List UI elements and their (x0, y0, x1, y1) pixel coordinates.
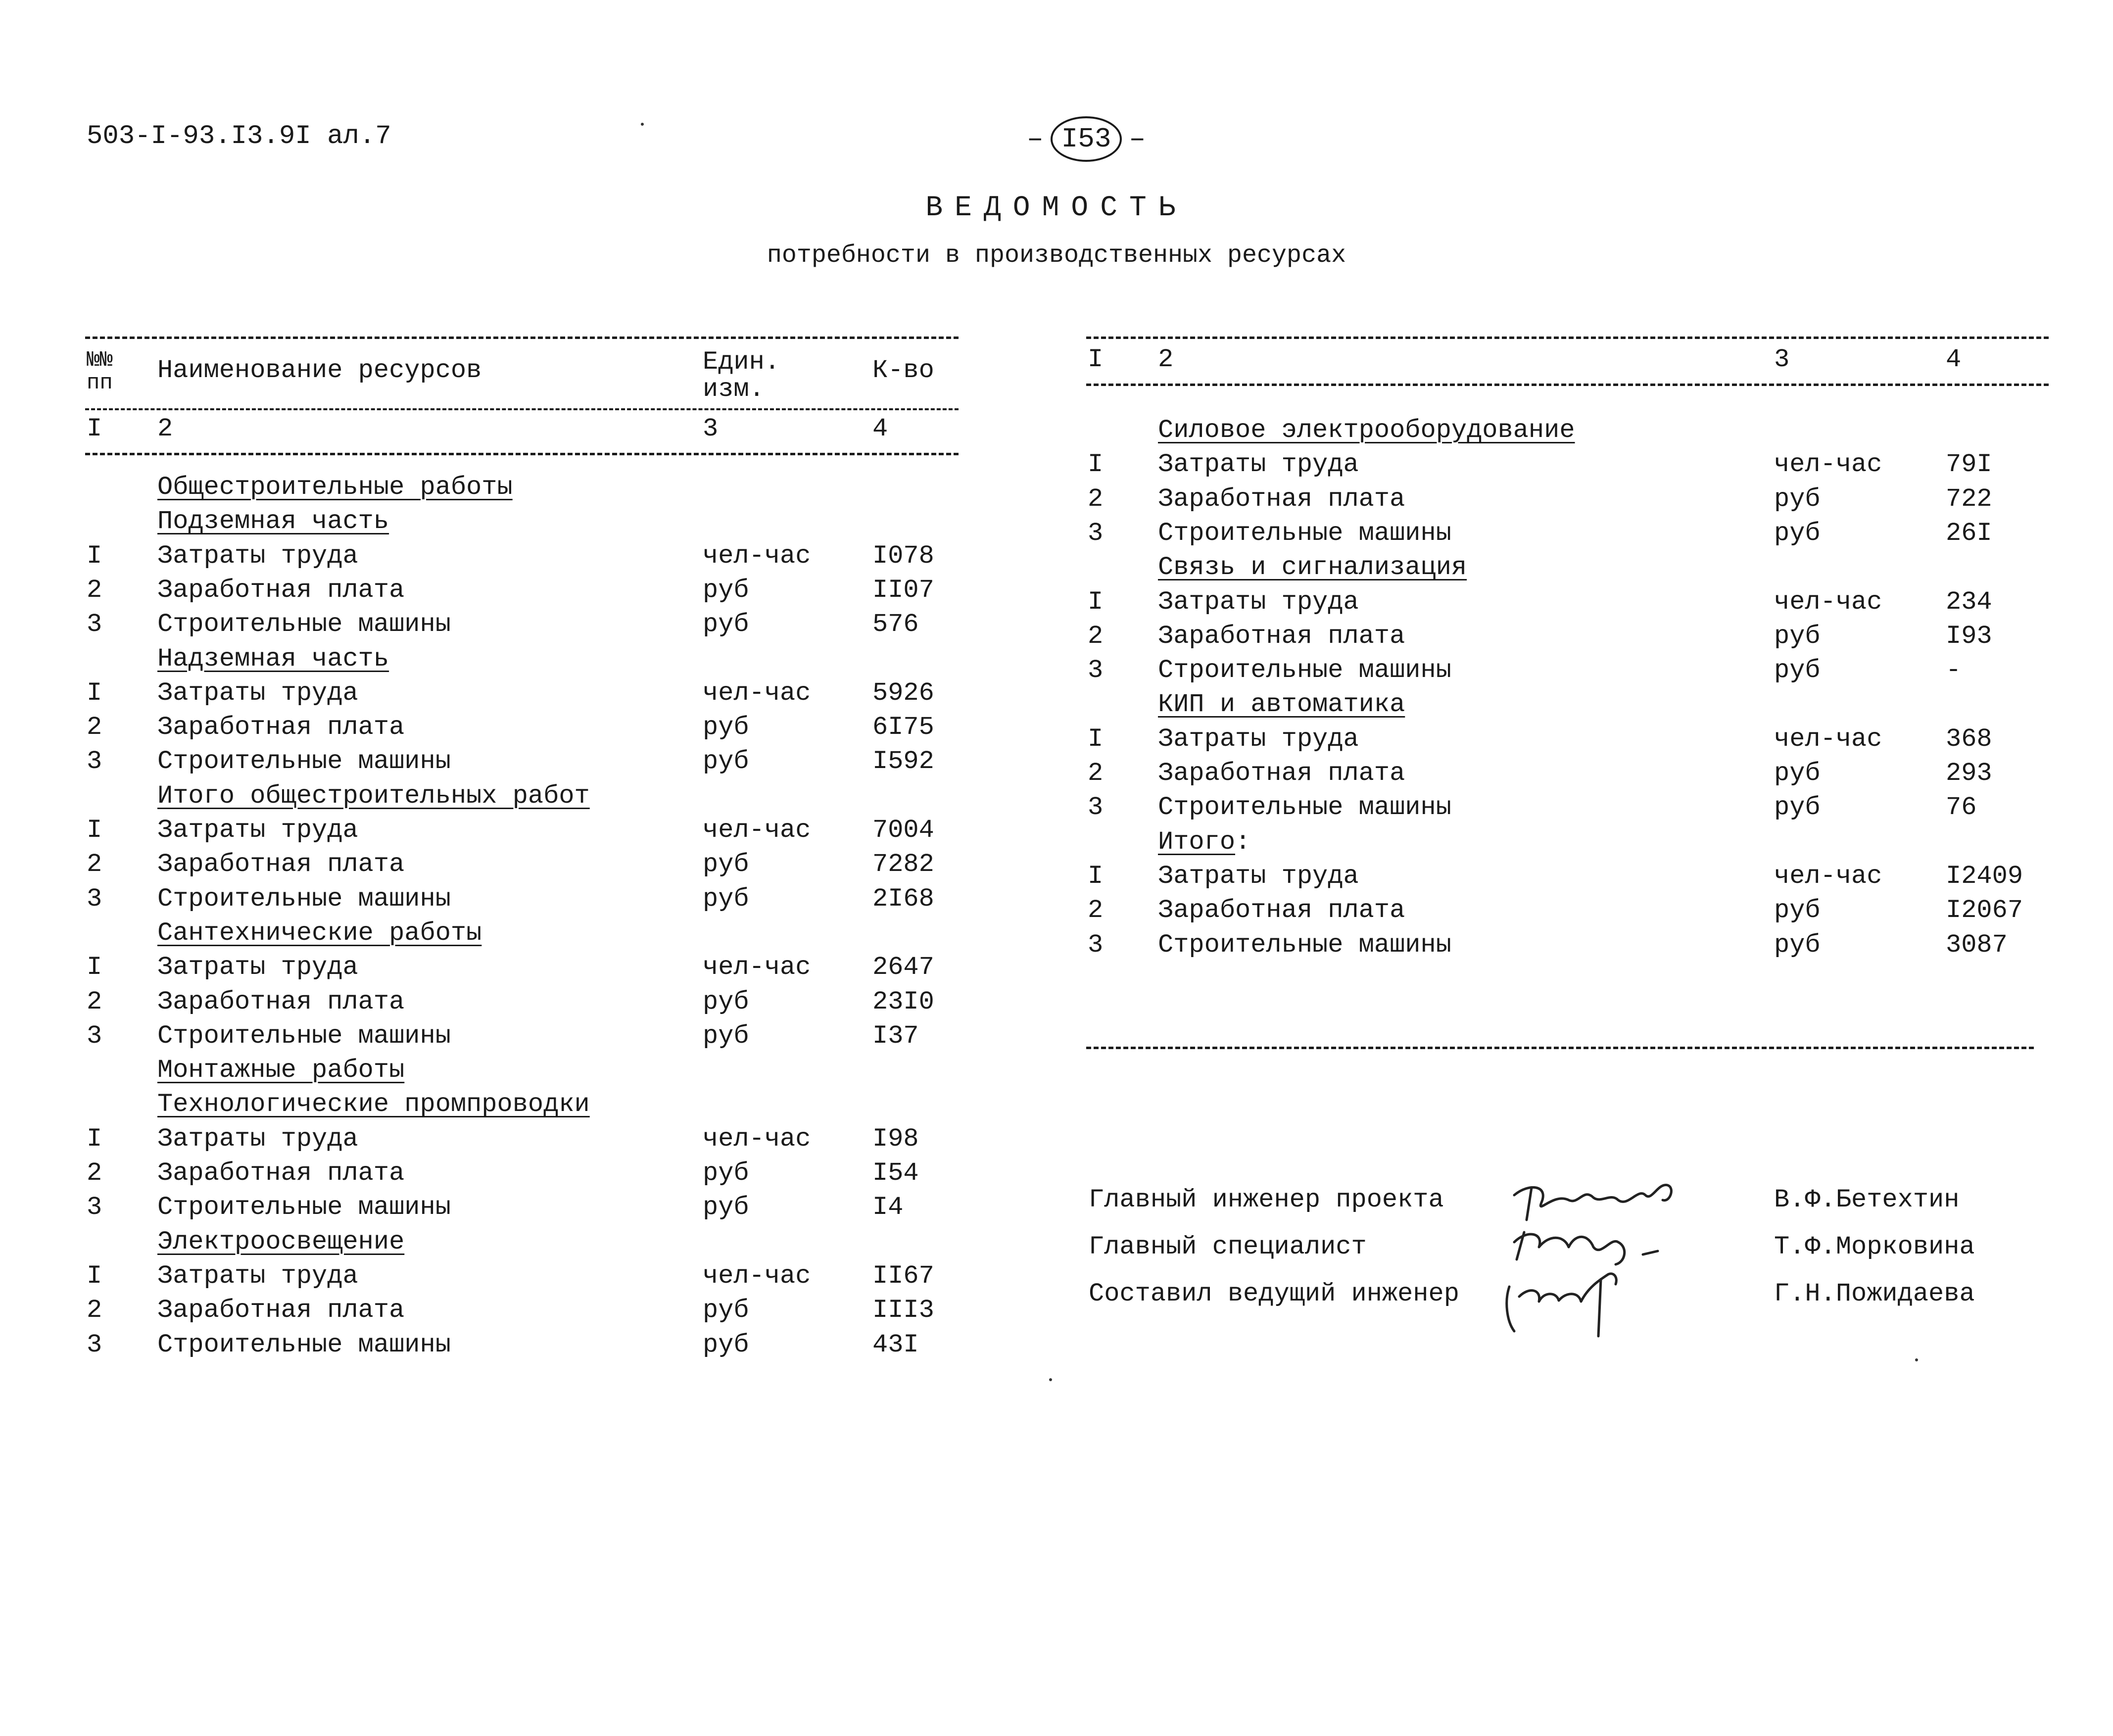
page-subtitle: потребности в производственных ресурсах (767, 241, 1346, 270)
section-heading (0, 416, 2113, 450)
table-row (0, 862, 2113, 896)
signatory-name: Г.Н.Пожидаева (1774, 1279, 1975, 1308)
section-title: Силовое электрооборудование (1158, 416, 1575, 445)
unit-of-measure: руб (1774, 484, 1821, 514)
resource-name: Строительные машины (1158, 793, 1451, 822)
row-number: 2 (1088, 621, 1104, 651)
quantity: I4 (872, 1193, 904, 1222)
quantity: 3087 (1946, 930, 2008, 960)
resource-name: Затраты труда (1158, 724, 1359, 754)
section-title: Связь и сигнализация (1158, 553, 1467, 582)
table-row (0, 1021, 2113, 1056)
page-number: – I53 – (1027, 116, 1146, 162)
table-rule (85, 408, 959, 410)
section-title: Технологические промпроводки (157, 1090, 590, 1119)
column-index-3: 3 (1774, 345, 1790, 374)
quantity: 2647 (872, 953, 934, 982)
signatory-name: В.Ф.Бетехтин (1774, 1185, 1960, 1214)
resource-name: Заработная плата (157, 575, 405, 605)
quantity: 2I68 (872, 884, 934, 914)
scan-speck (1915, 1358, 1918, 1361)
row-number: I (1088, 587, 1104, 617)
resource-name: Заработная плата (1158, 759, 1405, 788)
resource-name: Строительные машины (157, 610, 451, 639)
section-title: Общестроительные работы (157, 473, 513, 502)
table-row (0, 930, 2113, 965)
resource-name: Заработная плата (157, 850, 405, 879)
column-index-1: I (87, 414, 102, 443)
row-number: I (87, 678, 102, 708)
unit-of-measure: руб (703, 1158, 749, 1188)
table-rule (85, 337, 959, 339)
resource-name: Затраты труда (157, 541, 358, 571)
handwritten-signatures (1494, 1173, 1702, 1351)
column-index-2: 2 (1158, 345, 1174, 374)
row-number: 2 (87, 987, 102, 1016)
row-number: 3 (87, 1330, 102, 1359)
unit-of-measure: чел-час (703, 1261, 811, 1291)
unit-of-measure: руб (1774, 621, 1821, 651)
resource-name: Строительные машины (157, 1193, 451, 1222)
unit-of-measure: руб (703, 713, 749, 742)
column-index-4: 4 (872, 414, 888, 443)
section-title: Надземная часть (157, 644, 389, 674)
resource-name: Заработная плата (157, 713, 405, 742)
table-row (0, 656, 2113, 690)
quantity: 43I (872, 1330, 919, 1359)
table-rule (1086, 384, 2049, 386)
quantity: I54 (872, 1158, 919, 1188)
table-row (0, 622, 2113, 656)
row-number: I (1088, 724, 1104, 754)
table-row (0, 450, 2113, 484)
section-heading (0, 1056, 2113, 1090)
section-heading (0, 827, 2113, 862)
page-number-value: I53 (1051, 116, 1122, 162)
quantity: 79I (1946, 450, 1992, 480)
row-number: 2 (87, 1158, 102, 1188)
column-index-1: I (1088, 345, 1104, 374)
row-number: 3 (87, 747, 102, 776)
table-row (0, 793, 2113, 827)
unit-of-measure: чел-час (1774, 861, 1882, 891)
scan-speck (641, 123, 644, 126)
quantity: II67 (872, 1261, 934, 1291)
row-number: 3 (1088, 656, 1104, 685)
signature-role: Составил ведущий инженер (1089, 1279, 1459, 1308)
table-row (0, 1124, 2113, 1159)
unit-of-measure: руб (703, 884, 749, 914)
resource-name: Затраты труда (1158, 450, 1359, 480)
resource-name: Затраты труда (157, 953, 358, 982)
unit-of-measure: руб (1774, 930, 1821, 960)
quantity: 5926 (872, 678, 934, 708)
table-row (0, 896, 2113, 930)
resource-name: Строительные машины (157, 1330, 451, 1359)
resource-name: Затраты труда (157, 678, 358, 708)
table-row (0, 519, 2113, 553)
unit-of-measure: руб (1774, 759, 1821, 788)
row-number: I (1088, 861, 1104, 891)
section-title: Монтажные работы (157, 1056, 405, 1085)
resource-name: Заработная плата (157, 1158, 405, 1188)
resource-name: Строительные машины (1158, 656, 1451, 685)
row-number: I (87, 1124, 102, 1154)
quantity: I93 (1946, 621, 1992, 651)
unit-of-measure: чел-час (703, 953, 811, 982)
row-number: I (87, 953, 102, 982)
resource-name: Затраты труда (157, 816, 358, 845)
quantity: II07 (872, 575, 934, 605)
unit-of-measure: чел-час (1774, 450, 1882, 480)
table-row (0, 724, 2113, 759)
row-number: 3 (1088, 793, 1104, 822)
row-number: 3 (87, 610, 102, 639)
quantity: 26I (1946, 518, 1992, 548)
section-heading (0, 690, 2113, 724)
unit-of-measure: руб (703, 747, 749, 776)
signature-role: Главный инженер проекта (1089, 1185, 1444, 1214)
resource-name: Заработная плата (157, 987, 405, 1016)
quantity: 7282 (872, 850, 934, 879)
table-rule (1086, 337, 2049, 339)
quantity: I2409 (1946, 861, 2023, 891)
resource-name: Затраты труда (157, 1261, 358, 1291)
quantity: I37 (872, 1021, 919, 1051)
unit-of-measure: руб (1774, 656, 1821, 685)
quantity: 234 (1946, 587, 1992, 617)
quantity: - (1946, 656, 1962, 685)
quantity: 6I75 (872, 713, 934, 742)
column-index-4: 4 (1946, 345, 1962, 374)
quantity: I2067 (1946, 896, 2023, 925)
quantity: 23I0 (872, 987, 934, 1016)
unit-of-measure: руб (703, 987, 749, 1016)
row-number: 3 (87, 1021, 102, 1051)
signatory-name: Т.Ф.Морковина (1774, 1232, 1975, 1261)
row-number: 2 (1088, 484, 1104, 514)
row-number: 3 (1088, 930, 1104, 960)
resource-name: Строительные машины (1158, 518, 1451, 548)
unit-of-measure: руб (703, 1021, 749, 1051)
row-number: I (87, 1261, 102, 1291)
quantity: I98 (872, 1124, 919, 1154)
column-index-2: 2 (157, 414, 173, 443)
table-rule (1086, 1047, 2034, 1049)
unit-of-measure: руб (703, 850, 749, 879)
unit-of-measure: чел-час (703, 1124, 811, 1154)
row-number: I (87, 816, 102, 845)
unit-of-measure: чел-час (703, 678, 811, 708)
unit-of-measure: руб (1774, 518, 1821, 548)
page-title: ВЕДОМОСТЬ (925, 192, 1188, 224)
quantity: III3 (872, 1296, 934, 1325)
row-number: 2 (1088, 896, 1104, 925)
scan-speck (1049, 1378, 1052, 1381)
table-row (0, 1330, 2113, 1365)
resource-name: Заработная плата (1158, 896, 1405, 925)
resource-name: Затраты труда (1158, 587, 1359, 617)
section-title: Итого общестроительных работ (157, 781, 590, 811)
table-row (0, 759, 2113, 793)
row-number: 3 (87, 1193, 102, 1222)
resource-name: Строительные машины (157, 884, 451, 914)
unit-of-measure: чел-час (1774, 724, 1882, 754)
row-number: 2 (87, 850, 102, 879)
table-row (0, 987, 2113, 1022)
column-header-qty: К-во (872, 356, 934, 385)
unit-of-measure: чел-час (703, 541, 811, 571)
unit-of-measure: руб (703, 575, 749, 605)
row-number: 2 (1088, 759, 1104, 788)
row-number: 2 (87, 575, 102, 605)
row-number: 3 (87, 884, 102, 914)
unit-of-measure: чел-час (1774, 587, 1882, 617)
unit-of-measure: руб (703, 1296, 749, 1325)
unit-of-measure: руб (703, 1193, 749, 1222)
resource-name: Затраты труда (1158, 861, 1359, 891)
column-header-name: Наименование ресурсов (157, 356, 482, 385)
row-number: I (1088, 450, 1104, 480)
signature-role: Главный специалист (1089, 1232, 1367, 1261)
section-heading (0, 553, 2113, 587)
row-number: 2 (87, 1296, 102, 1325)
quantity: I592 (872, 747, 934, 776)
section-title: Сантехнические работы (157, 918, 482, 948)
document-code: 503-I-93.I3.9I ал.7 (87, 121, 391, 151)
quantity: 293 (1946, 759, 1992, 788)
resource-name: Заработная плата (1158, 621, 1405, 651)
resource-name: Строительные машины (157, 1021, 451, 1051)
unit-of-measure: руб (1774, 793, 1821, 822)
section-heading (0, 1090, 2113, 1124)
row-number: 2 (87, 713, 102, 742)
quantity: 7004 (872, 816, 934, 845)
unit-of-measure: чел-час (703, 816, 811, 845)
quantity: I078 (872, 541, 934, 571)
resource-name: Строительные машины (1158, 930, 1451, 960)
quantity: 368 (1946, 724, 1992, 754)
section-title: КИП и автоматика (1158, 690, 1405, 720)
section-title: Электроосвещение (157, 1227, 405, 1256)
unit-of-measure: руб (1774, 896, 1821, 925)
section-title: Подземная часть (157, 507, 389, 536)
section-title: Итого (1158, 827, 1236, 857)
quantity: 76 (1946, 793, 1977, 822)
table-row (0, 587, 2113, 622)
column-header-num: №№ пп (87, 348, 113, 396)
table-row (0, 484, 2113, 519)
column-header-unit: Един. изм. (703, 347, 780, 404)
quantity: 722 (1946, 484, 1992, 514)
unit-of-measure: руб (703, 610, 749, 639)
resource-name: Заработная плата (157, 1296, 405, 1325)
unit-of-measure: руб (703, 1330, 749, 1359)
column-index-3: 3 (703, 414, 719, 443)
resource-name: Заработная плата (1158, 484, 1405, 514)
section-suffix: : (1235, 827, 1251, 857)
row-number: 3 (1088, 518, 1104, 548)
quantity: 576 (872, 610, 919, 639)
resource-name: Строительные машины (157, 747, 451, 776)
row-number: I (87, 541, 102, 571)
resource-name: Затраты труда (157, 1124, 358, 1154)
